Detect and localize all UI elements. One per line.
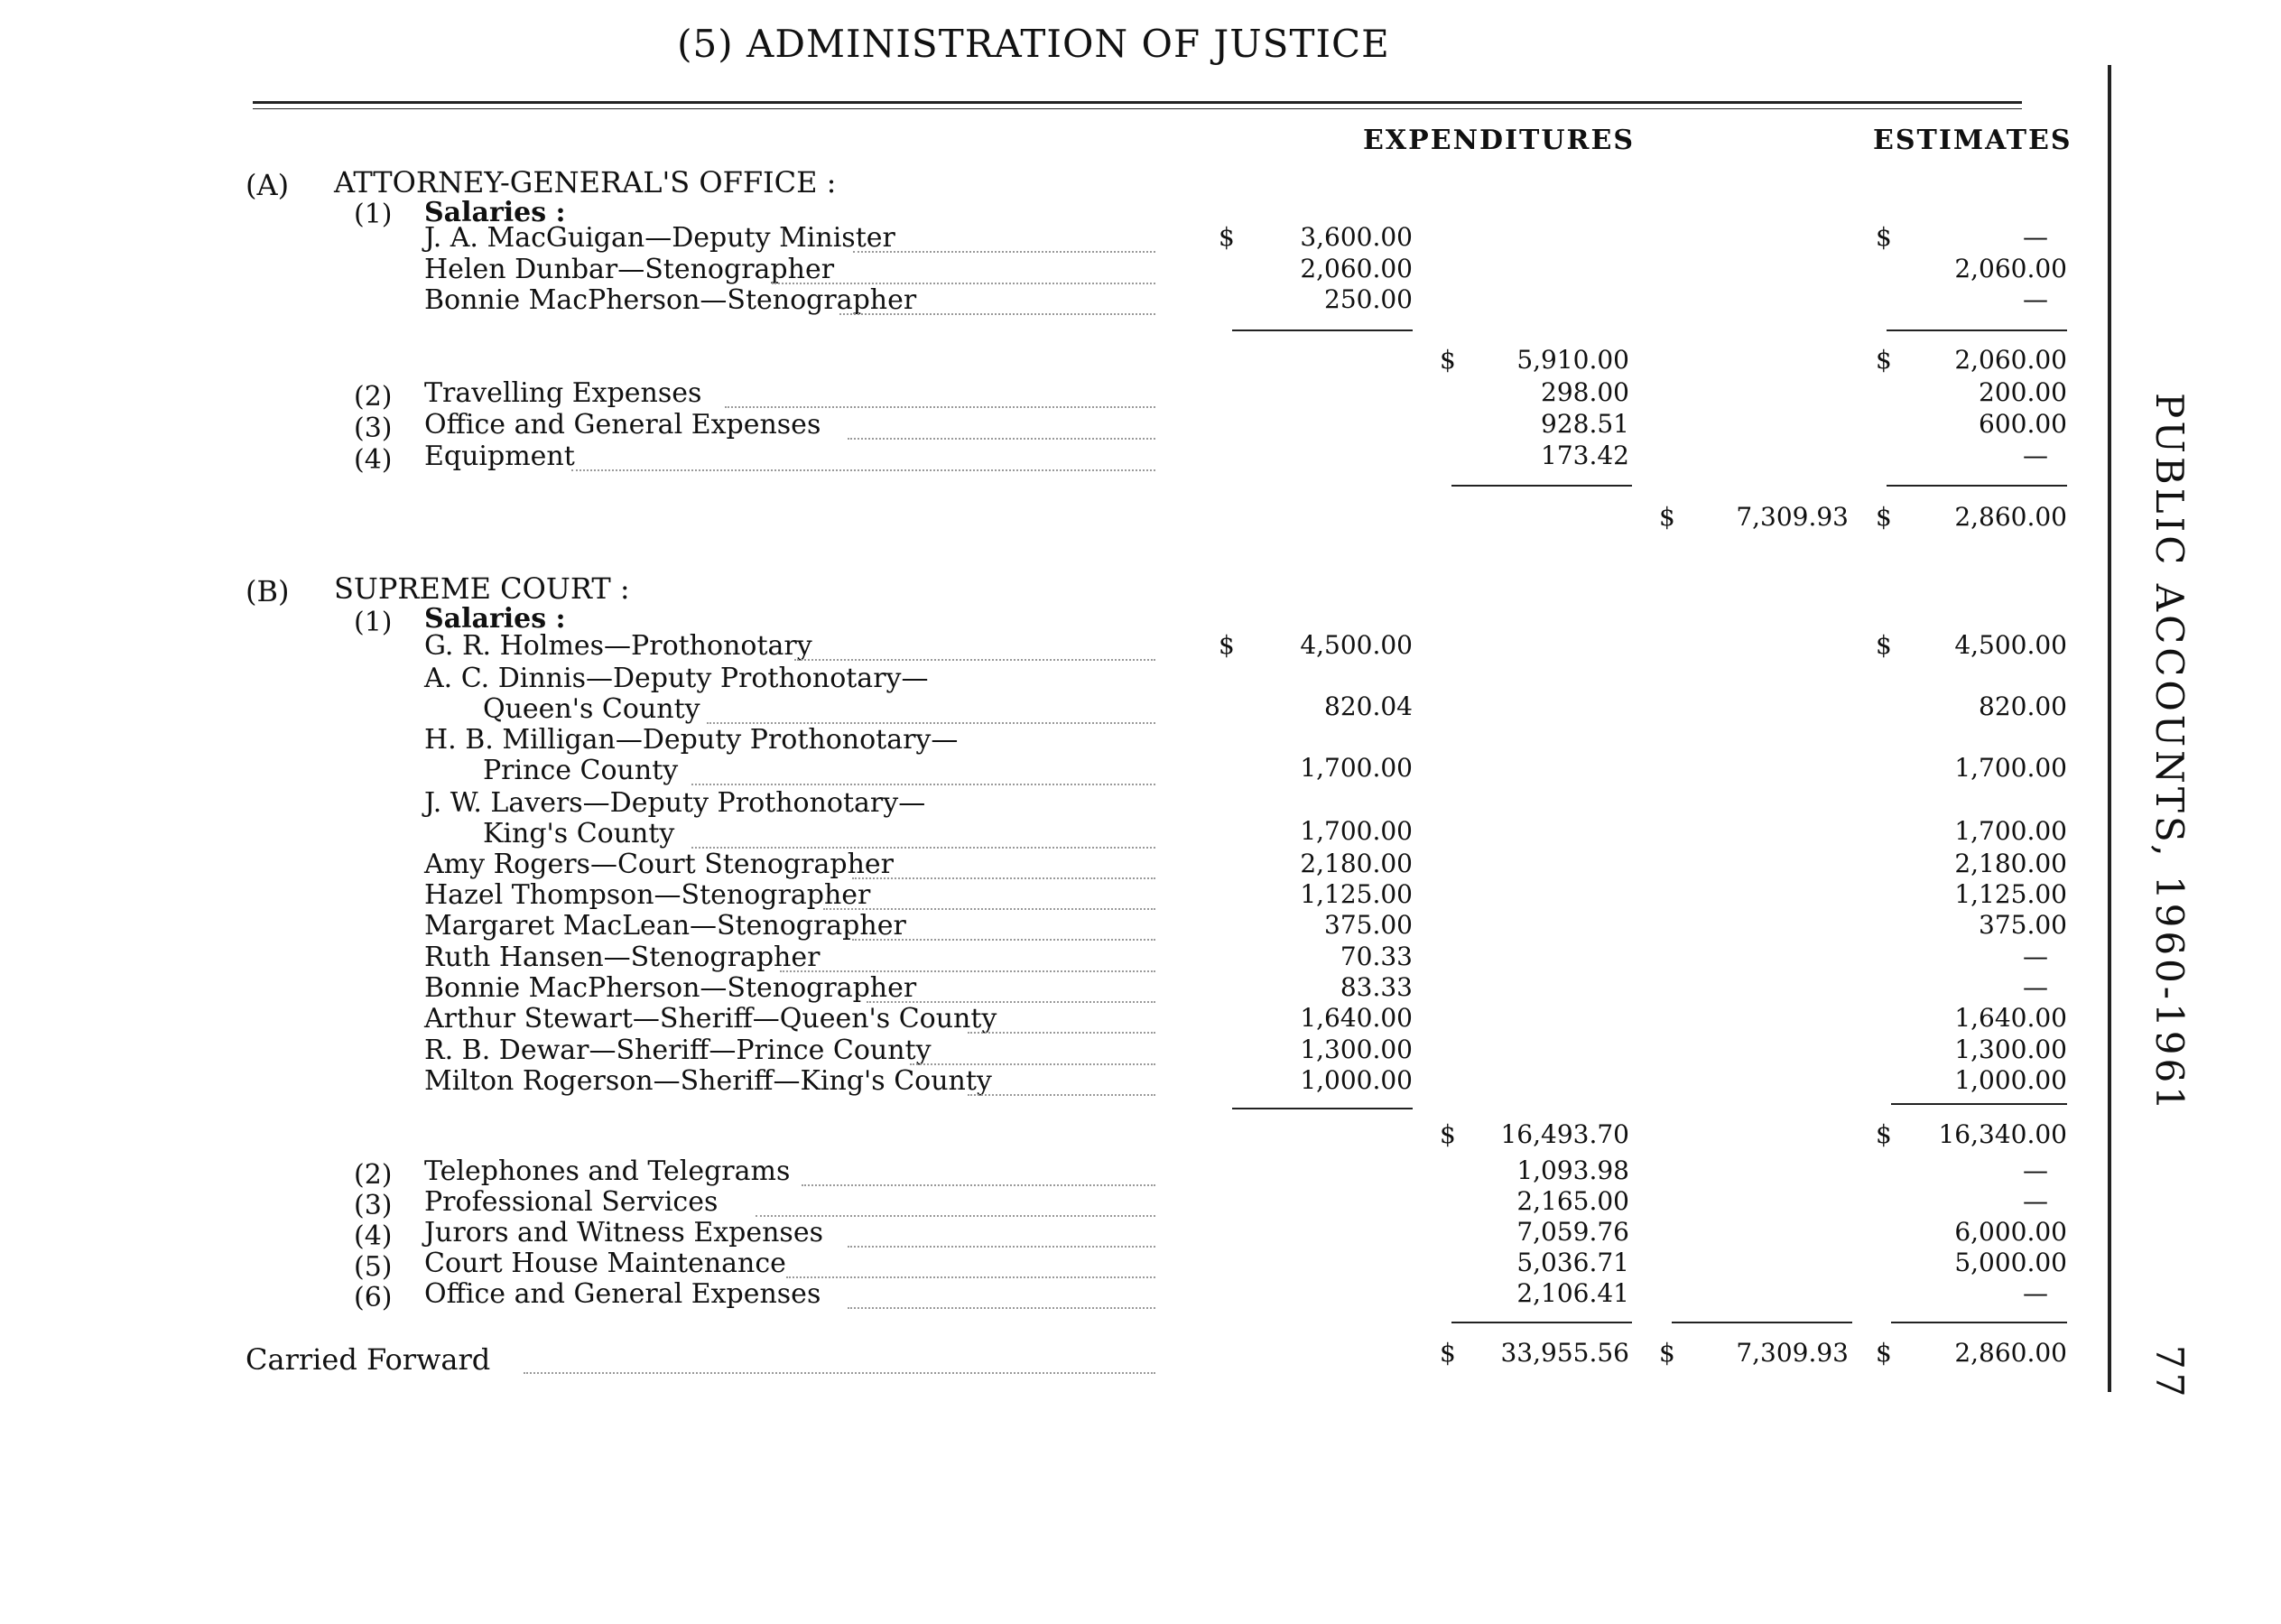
item-marker: (6) <box>354 1282 393 1313</box>
expenditure-value: 7,059.76 <box>1516 1217 1629 1247</box>
subtotal-expenditure: 5,910.00 <box>1516 345 1629 375</box>
section-a-salaries-title: Salaries : <box>424 197 566 228</box>
section-total-expenditure: 7,309.93 <box>1736 502 1849 532</box>
dollar-sign: $ <box>1219 630 1235 660</box>
item-label: Travelling Expenses <box>424 377 702 409</box>
expenditure-value: 83.33 <box>1340 972 1413 1002</box>
estimate-value: — <box>2023 972 2048 1002</box>
carried-forward-estimate: 2,860.00 <box>1954 1338 2067 1368</box>
salary-label: Milton Rogerson—Sheriff—King's County <box>424 1065 992 1097</box>
leader-dots <box>802 1184 1155 1186</box>
leader-dots <box>839 313 1155 315</box>
salary-label: Bonnie MacPherson—Stenographer <box>424 284 917 316</box>
expenditure-value: 820.04 <box>1324 691 1413 721</box>
expenditure-value: 1,093.98 <box>1516 1155 1629 1185</box>
estimate-value: 2,060.00 <box>1954 254 2067 283</box>
salary-label-continued: Queen's County <box>483 693 700 725</box>
salary-label: J. A. MacGuigan—Deputy Minister <box>424 222 895 254</box>
dollar-sign: $ <box>1440 1338 1456 1368</box>
expenditure-value: 2,106.41 <box>1516 1278 1629 1308</box>
estimate-value: 6,000.00 <box>1954 1217 2067 1247</box>
leader-dots <box>524 1372 1155 1374</box>
estimate-value: 4,500.00 <box>1954 630 2067 660</box>
estimate-value: — <box>2023 1278 2048 1308</box>
item-marker: (2) <box>354 381 393 413</box>
carried-forward-expenditure-col3: 7,309.93 <box>1736 1338 1849 1368</box>
dollar-sign: $ <box>1876 630 1892 660</box>
total-rule <box>1451 1322 1632 1323</box>
total-rule <box>1451 485 1632 487</box>
expenditure-value: 2,165.00 <box>1516 1186 1629 1216</box>
expenditure-value: 928.51 <box>1541 409 1629 439</box>
item-marker: (3) <box>354 413 393 444</box>
item-marker: (5) <box>354 1251 393 1283</box>
dollar-sign: $ <box>1876 345 1892 375</box>
leader-dots <box>725 406 1155 408</box>
leader-dots <box>968 1032 1155 1034</box>
section-a-salaries-marker: (1) <box>354 199 393 230</box>
right-border-rule <box>2108 65 2111 1392</box>
expenditure-value: 4,500.00 <box>1300 630 1413 660</box>
estimate-value: 1,700.00 <box>1954 753 2067 783</box>
dollar-sign: $ <box>1876 1119 1892 1149</box>
expenditure-value: 70.33 <box>1340 942 1413 971</box>
leader-dots <box>848 1307 1155 1309</box>
subtotal-rule <box>1891 1103 2067 1105</box>
total-rule <box>1891 1322 2067 1323</box>
expenditure-value: 173.42 <box>1541 441 1629 470</box>
expenditure-value: 298.00 <box>1541 377 1629 407</box>
leader-dots <box>786 1276 1155 1278</box>
leader-dots <box>848 438 1155 440</box>
item-marker: (4) <box>354 444 393 476</box>
subtotal-rule <box>1232 329 1413 331</box>
expenditure-value: 1,700.00 <box>1300 816 1413 846</box>
expenditure-value: 1,640.00 <box>1300 1003 1413 1033</box>
subtotal-expenditure: 16,493.70 <box>1500 1119 1629 1149</box>
leader-dots <box>848 1246 1155 1248</box>
salary-label: Bonnie MacPherson—Stenographer <box>424 972 917 1004</box>
leader-dots <box>852 877 1155 879</box>
section-b-salaries-marker: (1) <box>354 607 393 638</box>
estimate-value: 600.00 <box>1979 409 2067 439</box>
estimate-value: 1,000.00 <box>1954 1065 2067 1095</box>
expenditure-value: 3,600.00 <box>1300 222 1413 252</box>
expenditure-value: 250.00 <box>1324 284 1413 314</box>
item-marker: (4) <box>354 1220 393 1252</box>
section-b-title: SUPREME COURT : <box>334 571 630 606</box>
item-marker: (2) <box>354 1159 393 1191</box>
leader-dots <box>852 939 1155 941</box>
dollar-sign: $ <box>1876 1338 1892 1368</box>
subtotal-estimate: 2,060.00 <box>1954 345 2067 375</box>
salary-label: A. C. Dinnis—Deputy Prothonotary— <box>424 663 929 694</box>
section-total-estimate: 2,860.00 <box>1954 502 2067 532</box>
item-label: Court House Maintenance <box>424 1248 786 1279</box>
estimate-value: 200.00 <box>1979 377 2067 407</box>
estimate-value: — <box>2023 222 2048 252</box>
leader-dots <box>571 469 1155 471</box>
estimate-value: 1,700.00 <box>1954 816 2067 846</box>
item-label: Equipment <box>424 441 575 472</box>
expenditure-value: 1,000.00 <box>1300 1065 1413 1095</box>
estimate-value: — <box>2023 284 2048 314</box>
item-label: Jurors and Witness Expenses <box>424 1217 823 1248</box>
section-a-marker: (A) <box>246 168 290 202</box>
expenditure-value: 2,180.00 <box>1300 849 1413 878</box>
salary-label-continued: Prince County <box>483 755 679 786</box>
header-estimates: ESTIMATES <box>1873 125 2072 156</box>
expenditure-value: 375.00 <box>1324 910 1413 940</box>
salary-label: R. B. Dewar—Sheriff—Prince County <box>424 1035 932 1066</box>
dollar-sign: $ <box>1440 1119 1456 1149</box>
salary-label: G. R. Holmes—Prothonotary <box>424 630 812 662</box>
estimate-value: 2,180.00 <box>1954 849 2067 878</box>
expenditure-value: 1,700.00 <box>1300 753 1413 783</box>
expenditure-value: 2,060.00 <box>1300 254 1413 283</box>
estimate-value: 820.00 <box>1979 691 2067 721</box>
dollar-sign: $ <box>1876 502 1892 532</box>
dollar-sign: $ <box>1876 222 1892 252</box>
estimate-value: — <box>2023 1155 2048 1185</box>
section-a-title: ATTORNEY-GENERAL'S OFFICE : <box>334 165 837 200</box>
leader-dots <box>968 1094 1155 1096</box>
salary-label: Margaret MacLean—Stenographer <box>424 910 906 942</box>
item-label: Telephones and Telegrams <box>424 1155 791 1187</box>
estimate-value: — <box>2023 441 2048 470</box>
title-rule-thin <box>253 108 2022 109</box>
salary-label: Amy Rogers—Court Stenographer <box>424 849 895 880</box>
carried-forward-label: Carried Forward <box>246 1342 491 1377</box>
estimate-value: 1,125.00 <box>1954 879 2067 909</box>
item-label: Professional Services <box>424 1186 719 1218</box>
estimate-value: 1,640.00 <box>1954 1003 2067 1033</box>
dollar-sign: $ <box>1219 222 1235 252</box>
sidebar-title: PUBLIC ACCOUNTS, 1960-1961 <box>2147 393 2192 1114</box>
item-label: Office and General Expenses <box>424 1278 821 1310</box>
subtotal-estimate: 16,340.00 <box>1938 1119 2067 1149</box>
carried-forward-expenditure-col2: 33,955.56 <box>1500 1338 1629 1368</box>
sidebar-page-number: 77 <box>2147 1345 2192 1401</box>
dollar-sign: $ <box>1440 345 1456 375</box>
estimate-value: 375.00 <box>1979 910 2067 940</box>
estimate-value: 1,300.00 <box>1954 1035 2067 1064</box>
total-rule <box>1887 485 2067 487</box>
salary-label: H. B. Milligan—Deputy Prothonotary— <box>424 724 959 756</box>
expenditure-value: 1,125.00 <box>1300 879 1413 909</box>
subtotal-rule <box>1232 1108 1413 1109</box>
leader-dots <box>794 659 1155 661</box>
section-b-salaries-title: Salaries : <box>424 603 566 635</box>
total-rule <box>1672 1322 1852 1323</box>
title-rule <box>253 101 2022 104</box>
header-expenditures: EXPENDITURES <box>1363 125 1635 156</box>
item-marker: (3) <box>354 1190 393 1221</box>
expenditure-value: 5,036.71 <box>1516 1248 1629 1277</box>
section-b-marker: (B) <box>246 574 290 608</box>
subtotal-rule <box>1887 329 2067 331</box>
leader-dots <box>691 784 1155 785</box>
estimate-value: 5,000.00 <box>1954 1248 2067 1277</box>
salary-label-continued: King's County <box>483 818 675 849</box>
salary-label: J. W. Lavers—Deputy Prothonotary— <box>424 787 926 819</box>
leader-dots <box>853 251 1155 253</box>
estimate-value: — <box>2023 1186 2048 1216</box>
dollar-sign: $ <box>1659 502 1675 532</box>
salary-label: Arthur Stewart—Sheriff—Queen's County <box>424 1003 997 1035</box>
salary-label: Helen Dunbar—Stenographer <box>424 254 835 285</box>
salary-label: Ruth Hansen—Stenographer <box>424 942 821 973</box>
estimate-value: — <box>2023 942 2048 971</box>
page-title: (5) ADMINISTRATION OF JUSTICE <box>677 22 1390 66</box>
dollar-sign: $ <box>1659 1338 1675 1368</box>
expenditure-value: 1,300.00 <box>1300 1035 1413 1064</box>
salary-label: Hazel Thompson—Stenographer <box>424 879 871 911</box>
item-label: Office and General Expenses <box>424 409 821 441</box>
